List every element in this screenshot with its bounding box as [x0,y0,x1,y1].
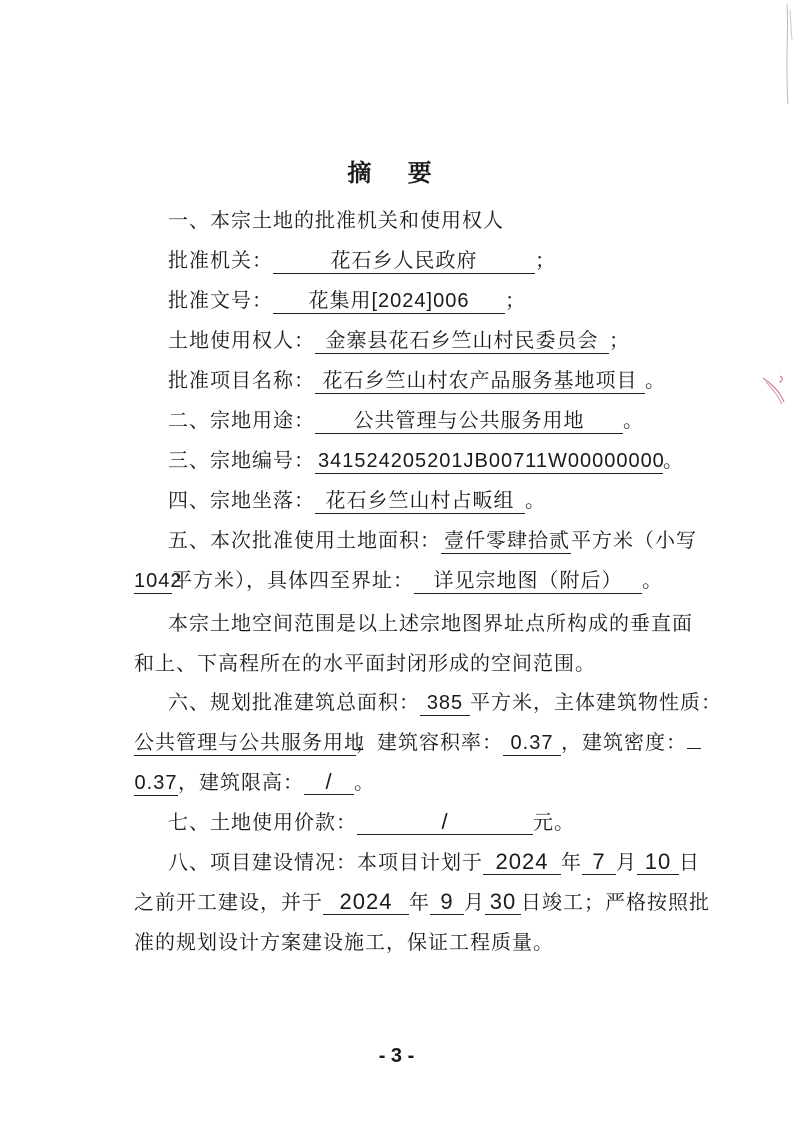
parcel-number-label: 三、宗地编号： [168,448,315,472]
land-use-value: 公共管理与公共服务用地 [315,409,623,434]
land-price-label: 七、土地使用价款： [168,810,357,834]
land-price-value: / [357,810,533,835]
section1-heading: 一、本宗土地的批准机关和使用权人 [168,208,504,232]
area-lower-value: 1042 [134,570,183,592]
construction-row-2: 之前开工建设，并于 2024 年 9 月 30 日竣工；严格按照批 [134,889,710,914]
edge-mark [769,0,793,110]
project-name-row: 批准项目名称： 花石乡竺山村农产品服务基地项目 。 [168,368,666,392]
end-day-value: 30 [485,890,521,915]
construction-row-1: 八、项目建设情况：本项目计划于 2024 年 7 月 10 日 [168,849,700,874]
far-label: ，建筑容积率： [356,730,503,754]
parcel-location-label: 四、宗地坐落： [168,488,315,512]
approval-authority-label: 批准机关： [168,248,273,272]
area-unit-open: 平方米（小写 [571,528,697,552]
parcel-location-value: 花石乡竺山村占畈组 [315,489,525,514]
land-user-row: 土地使用权人： 金寨县花石乡竺山村民委员会 ； [168,328,630,352]
land-user-label: 土地使用权人： [168,328,315,352]
spatial-range-para-2: 和上、下高程所在的水平面封闭形成的空间范围。 [134,651,596,675]
project-name-label: 批准项目名称： [168,368,315,392]
construction-line2-prefix: 之前开工建设，并于 [134,890,323,914]
density-value: 0.37 [134,772,178,794]
parcel-number-row: 三、宗地编号： 341524205201JB00711W00000000。 [168,448,684,472]
area-unit-close: 平方米），具体四至界址： [172,568,414,592]
spatial-range-para: 本宗土地空间范围是以上述宗地图界址点所构成的垂直面 [168,611,693,635]
start-year-value: 2024 [483,850,561,875]
height-label: ，建筑限高： [178,770,304,794]
approval-doc-row: 批准文号： 花集用[2024]006 ； [168,288,526,312]
construction-label: 八、项目建设情况：本项目计划于 [168,850,483,874]
building-area-value: 385 [420,691,470,716]
area-row-2: 1042平方米），具体四至界址： 详见宗地图（附后） 。 [134,568,663,592]
parcel-location-row: 四、宗地坐落： 花石乡竺山村占畈组 。 [168,488,546,512]
density-row: 0.37，建筑限高： / 。 [134,769,375,794]
area-label: 五、本次批准使用土地面积： [168,528,441,552]
start-month-value: 7 [582,850,616,875]
approval-doc-value: 花集用[2024]006 [273,289,505,314]
end-year-value: 2024 [323,890,409,915]
boundary-value: 详见宗地图（附后） [414,569,642,594]
construction-line2-suffix: 日竣工；严格按照批 [521,890,710,914]
start-day-value: 10 [637,850,679,875]
approval-doc-label: 批准文号： [168,288,273,312]
density-label: ，建筑密度： [561,730,687,754]
approval-authority-value: 花石乡人民政府 [273,249,535,274]
area-upper-value: 壹仟零肆拾贰 [441,529,571,554]
land-user-value: 金寨县花石乡竺山村民委员会 [315,329,609,354]
approval-authority-row: 批准机关： 花石乡人民政府 ； [168,248,556,272]
building-area-label: 六、规划批准建筑总面积： [168,690,420,714]
page-title: 摘 要 [347,159,446,187]
far-value: 0.37 [503,731,561,756]
land-use-label: 二、宗地用途： [168,408,315,432]
building-area-after: 平方米，主体建筑物性质： [470,690,722,714]
parcel-number-value: 341524205201JB00711W00000000 [315,449,663,474]
end-month-value: 9 [430,890,464,915]
land-price-unit: 元。 [533,810,575,834]
project-name-value: 花石乡竺山村农产品服务基地项目 [315,369,645,394]
land-price-row [168,808,575,836]
building-nature-row [134,728,701,756]
land-use-row: 二、宗地用途： 公共管理与公共服务用地 。 [168,408,644,432]
construction-row-3: 准的规划设计方案建设施工，保证工程质量。 [134,930,554,954]
building-nature-value: 公共管理与公共服务用地 [134,732,365,754]
building-area-row [168,688,722,716]
pen-mark [760,370,790,410]
area-row [168,526,697,554]
page-number: - 3 - [378,1045,415,1067]
height-value: / [304,770,354,795]
